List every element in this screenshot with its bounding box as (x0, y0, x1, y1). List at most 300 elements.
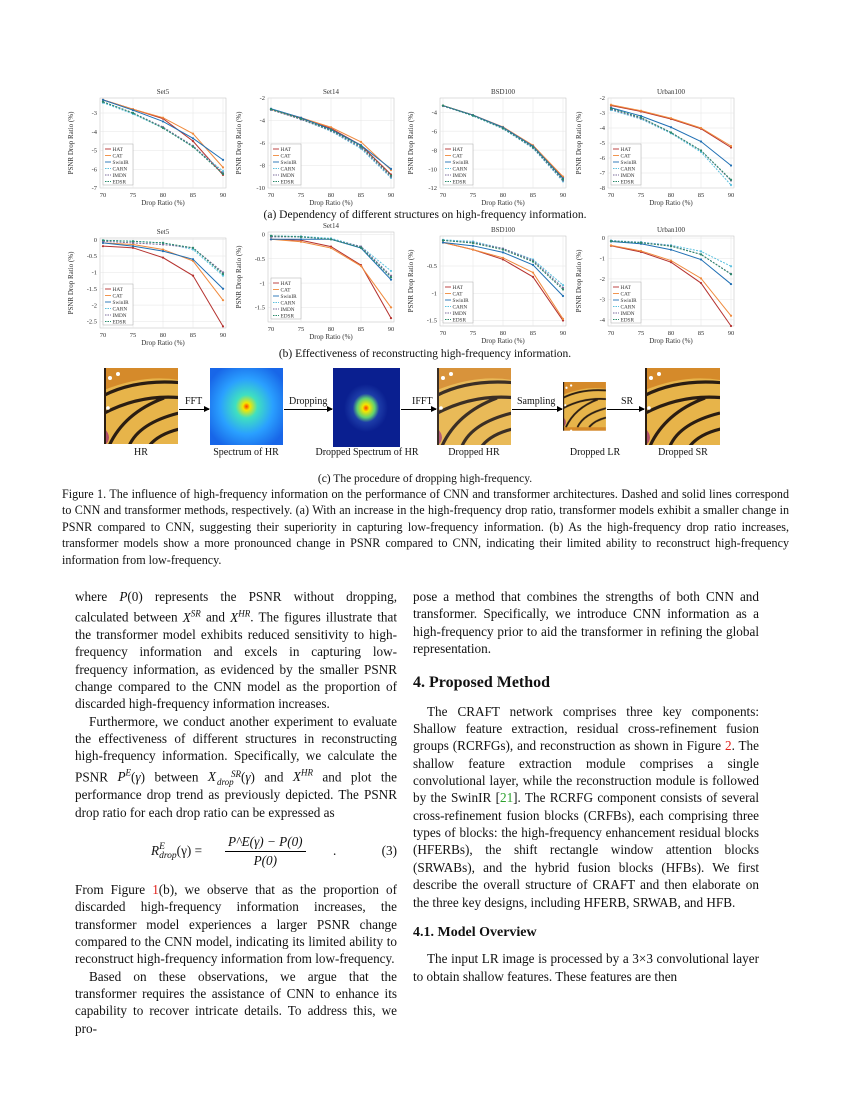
math-symbol: X SR drop (207, 769, 241, 788)
y-tick-label: -5 (91, 147, 97, 155)
data-point-cat (730, 145, 732, 147)
data-point-edsr (132, 112, 134, 114)
legend-label: SwinIR (112, 299, 129, 306)
data-point-edsr (222, 173, 224, 175)
eq-lhs-arg: (γ) = (176, 842, 203, 858)
data-point-carn (730, 265, 732, 267)
data-point-cat (730, 315, 732, 317)
data-point-cat (670, 117, 672, 119)
data-point-cat (192, 133, 194, 135)
fft-arrow (179, 409, 209, 410)
chart-b-set5 (60, 224, 230, 352)
y-tick-label: 0 (93, 236, 97, 244)
paragraph (413, 588, 759, 657)
sampling-arrow (512, 409, 562, 410)
math-symbol: $X^{SR}$ (182, 608, 201, 625)
math-symbol: γ (135, 769, 141, 785)
math-symbol: γ (245, 769, 251, 785)
legend-label: IMDN (112, 172, 127, 179)
dropped-sr-label: Dropped SR (658, 447, 708, 458)
paragraph (413, 703, 759, 911)
chart-title: Urban100 (657, 226, 685, 234)
legend-label: EDSR (112, 319, 127, 326)
data-point-swinir (532, 264, 534, 266)
x-axis-label: Drop Ratio (%) (309, 333, 353, 341)
x-tick-label: 80 (327, 326, 335, 333)
sampling-label: Sampling (517, 396, 556, 407)
data-point-carn (700, 250, 702, 252)
data-point-hat (102, 245, 104, 247)
y-tick-label: 0 (601, 235, 605, 243)
data-point-edsr (102, 101, 104, 103)
data-point-edsr (670, 245, 672, 247)
spectrum-label: Spectrum of HR (213, 447, 279, 458)
text-run: From Figure (75, 881, 153, 897)
chart-title: Set14 (323, 88, 339, 96)
legend-label: CARN (620, 166, 636, 173)
eq-period: . (333, 842, 337, 858)
x-axis-label: Drop Ratio (%) (649, 199, 693, 207)
subsection-body (413, 950, 759, 985)
data-point-cat (700, 127, 702, 129)
data-point-edsr (330, 129, 332, 131)
y-axis-label: PSNR Drop Ratio (%) (575, 249, 583, 313)
y-tick-label: -1 (599, 255, 605, 263)
data-point-cat (360, 141, 362, 143)
data-point-cat (640, 110, 642, 112)
data-point-swinir (162, 250, 164, 252)
x-tick-label: 90 (387, 192, 395, 199)
dropped-hr-label: Dropped HR (448, 447, 500, 458)
data-point-hat (222, 325, 224, 327)
text-run: ) between (140, 769, 208, 785)
chart-title: Set5 (156, 228, 170, 236)
legend-label: CARN (280, 166, 296, 173)
y-tick-label: -4 (259, 117, 265, 125)
left-paragraphs-after (75, 881, 397, 1037)
data-point-swinir (390, 168, 392, 170)
legend-label: EDSR (620, 317, 635, 324)
legend-label: CAT (620, 153, 631, 160)
legend-label: HAT (280, 146, 291, 153)
text-run: (0) represents the PSNR without dropping, calculated between (75, 589, 397, 625)
ifft-arrow (401, 409, 436, 410)
data-point-cat (360, 265, 362, 267)
y-axis-label: PSNR Drop Ratio (%) (67, 111, 75, 175)
y-tick-label: -2 (259, 95, 265, 103)
data-point-cat (390, 306, 392, 308)
text-run: ]. The RCRFG component consists of several cross-refinement fusion blocks (CRFBs), each comprising three types of blocks: the high-frequency enhancement residual blocks (HFERBs), the shift rectangle window attention blocks (SRWABs), and the hybrid fusion blocks (HFBs). We first describe the overall structure of CRAFT and then elaborate on the three key designs, including HFERB, SRWAB, and HFB. (413, 790, 759, 910)
text-run: Based on these observations, we argue that the transformer requires the assistance of CNN to enhance its capability to recover intricate details. To address this, we pro- (75, 968, 397, 1036)
section-title: 4. Proposed Method (413, 674, 551, 692)
data-point-hat (730, 325, 732, 327)
eq-lhs-sup: E (159, 841, 165, 852)
x-tick-label: 70 (607, 192, 615, 199)
figure-caption: Figure 1. The influence of high-frequency information on the performance of CNN and transformer architectures. Dashed and solid lines correspond to CNN and transformer methods, respectively. (a) With an increase in the high-frequency drop ratio, transformer models exhibit a smaller change in PSNR compared to CNN, suggesting their superiority in capturing low-frequency information. (b) As the high-frequency drop ratio increases, transformer models show a more pronounced change in PSNR compared to CNN, indicating their limited ability to reconstruct high-frequency information from low-frequency. (62, 487, 789, 567)
data-point-swinir (132, 245, 134, 247)
data-point-edsr (390, 175, 392, 177)
equation-3 (75, 829, 397, 875)
x-tick-label: 90 (219, 332, 227, 339)
hr-label: HR (134, 447, 148, 458)
reference-link[interactable]: 1 (152, 881, 159, 897)
y-tick-label: -12 (428, 185, 437, 193)
text-run: Furthermore, we conduct another experiment to evaluate the effectiveness of different structures in reconstructing high-frequency information. Specifically, we calculate the PSNR (75, 713, 397, 785)
y-tick-label: -1 (431, 290, 437, 298)
paragraph (75, 713, 397, 821)
data-point-carn (562, 284, 564, 286)
legend-label: HAT (620, 146, 631, 153)
y-axis-label: PSNR Drop Ratio (%) (235, 245, 243, 309)
legend-label: IMDN (452, 310, 467, 317)
y-tick-label: -3 (91, 110, 97, 118)
y-tick-label: -2.5 (86, 318, 97, 326)
data-point-cat (670, 259, 672, 261)
data-point-edsr (442, 239, 444, 241)
math-symbol: $X^{HR}$ (292, 767, 313, 785)
data-point-cat (472, 249, 474, 251)
y-tick-label: -4 (599, 317, 605, 325)
x-tick-label: 70 (267, 192, 275, 199)
x-tick-label: 85 (529, 192, 537, 199)
x-tick-label: 85 (189, 332, 197, 339)
data-point-edsr (192, 146, 194, 148)
y-tick-label: -3 (599, 110, 605, 118)
math-symbol: $X^{HR}$ (230, 608, 251, 625)
x-tick-label: 70 (439, 192, 447, 199)
data-point-cat (610, 104, 612, 106)
left-column (75, 588, 397, 1037)
data-point-swinir (730, 164, 732, 166)
data-point-swinir (562, 295, 564, 297)
legend-label: CAT (112, 153, 123, 160)
x-tick-label: 85 (357, 326, 365, 333)
text-run: . The figures illustrate that the transformer model exhibits reduced sensitivity to high-frequency information and excels in capturing low-frequency information, as evidenced by the smaller PSNR change compared to the CNN model as the proportion of discarded high-frequency information increases. (75, 609, 397, 712)
data-point-edsr (360, 246, 362, 248)
legend-label: IMDN (620, 172, 635, 179)
y-tick-label: 0 (261, 231, 265, 239)
y-tick-label: -1.5 (254, 304, 265, 312)
legend-label: IMDN (620, 310, 635, 317)
paragraph (75, 588, 397, 713)
legend-label: CARN (280, 300, 296, 307)
chart-a-set5 (60, 84, 230, 212)
x-tick-label: 80 (159, 332, 167, 339)
x-tick-label: 70 (267, 326, 275, 333)
data-point-edsr (472, 114, 474, 116)
legend-label: SwinIR (112, 159, 129, 166)
data-point-swinir (390, 279, 392, 281)
subsection-title: 4.1. Model Overview (413, 924, 537, 940)
y-tick-label: -6 (259, 140, 265, 148)
x-tick-label: 90 (219, 192, 227, 199)
dropped-lr-image (563, 382, 606, 431)
data-point-swinir (222, 288, 224, 290)
data-point-swinir (502, 251, 504, 253)
equation-number: (3) (381, 842, 397, 858)
chart-title: Urban100 (657, 88, 685, 96)
chart-title: Set14 (323, 222, 339, 230)
left-paragraphs (75, 588, 397, 821)
x-tick-label: 85 (697, 192, 705, 199)
data-point-edsr (360, 145, 362, 147)
x-axis-label: Drop Ratio (%) (649, 337, 693, 345)
legend-label: CARN (112, 166, 128, 173)
legend-label: HAT (280, 280, 291, 287)
data-point-swinir (192, 258, 194, 260)
data-point-edsr (222, 273, 224, 275)
data-point-cat (700, 277, 702, 279)
dropped-spectrum-image (333, 368, 400, 447)
chart-title: BSD100 (490, 226, 516, 234)
data-point-edsr (192, 247, 194, 249)
data-point-swinir (102, 99, 104, 101)
dropped-sr-image (645, 368, 720, 445)
data-point-swinir (670, 249, 672, 251)
y-tick-label: -8 (599, 185, 605, 193)
fft-label: FFT (185, 396, 203, 407)
data-point-edsr (270, 108, 272, 110)
data-point-edsr (610, 240, 612, 242)
reference-link[interactable]: 21 (499, 790, 514, 806)
legend-label: EDSR (452, 317, 467, 324)
data-point-hat (700, 282, 702, 284)
x-tick-label: 75 (637, 192, 645, 199)
eq-lhs-symbol: R (151, 842, 160, 858)
data-point-edsr (730, 179, 732, 181)
data-point-swinir (222, 159, 224, 161)
legend-label: SwinIR (452, 297, 469, 304)
x-axis-label: Drop Ratio (%) (481, 337, 525, 345)
eq-denominator: P(0) (253, 853, 278, 869)
x-tick-label: 75 (637, 330, 645, 337)
legend-label: SwinIR (452, 159, 469, 166)
data-point-swinir (162, 120, 164, 122)
dropped-spectrum-label: Dropped Spectrum of HR (315, 447, 419, 458)
data-point-edsr (700, 149, 702, 151)
data-point-edsr (132, 240, 134, 242)
data-point-edsr (700, 253, 702, 255)
data-point-hat (192, 140, 194, 142)
x-tick-label: 80 (667, 330, 675, 337)
text-run: and plot the performance drop trend as previously depicted. The PSNR drop ratio for each drop ratio can be expressed as (75, 769, 398, 820)
math-symbol: P (119, 589, 128, 604)
y-tick-label: -4 (599, 125, 605, 133)
y-axis-label: PSNR Drop Ratio (%) (407, 249, 415, 313)
x-tick-label: 85 (529, 330, 537, 337)
legend-label: EDSR (452, 179, 467, 186)
legend-label: HAT (452, 146, 463, 153)
data-point-cat (162, 117, 164, 119)
legend-label: CAT (112, 293, 123, 300)
legend-label: IMDN (280, 306, 295, 313)
sr-label: SR (621, 396, 634, 407)
data-point-swinir (700, 258, 702, 260)
legend-label: CARN (620, 304, 636, 311)
sr-arrow (607, 409, 644, 410)
equation-lhs (151, 842, 202, 861)
y-tick-label: -10 (428, 166, 437, 174)
right-intro (413, 588, 759, 657)
x-tick-label: 80 (499, 330, 507, 337)
data-point-edsr (640, 242, 642, 244)
data-point-hat (162, 257, 164, 259)
reference-link[interactable]: 2 (724, 738, 732, 754)
y-tick-label: -1 (91, 269, 97, 277)
legend-label: CARN (452, 304, 468, 311)
x-tick-label: 75 (469, 192, 477, 199)
x-tick-label: 70 (439, 330, 447, 337)
text-run: ( (131, 769, 136, 785)
data-point-edsr (300, 236, 302, 238)
data-point-edsr (730, 273, 732, 275)
text-run: where (75, 589, 120, 604)
legend-label: IMDN (112, 312, 127, 319)
legend-label: CAT (452, 291, 463, 298)
legend-label: CARN (112, 306, 128, 313)
y-tick-label: -0.5 (254, 255, 265, 263)
x-tick-label: 80 (327, 192, 335, 199)
data-point-edsr (472, 242, 474, 244)
data-point-cat (610, 244, 612, 246)
math-symbol: $P^E$ (117, 767, 132, 785)
y-tick-label: -0.5 (86, 253, 97, 261)
data-point-cat (222, 166, 224, 168)
paragraph (75, 881, 397, 968)
right-column (413, 588, 759, 985)
data-point-edsr (102, 239, 104, 241)
legend-label: SwinIR (620, 297, 637, 304)
data-point-cat (562, 318, 564, 320)
eq-numerator: P^E(γ) − P(0) (225, 833, 306, 852)
data-point-swinir (442, 241, 444, 243)
x-axis-label: Drop Ratio (%) (141, 199, 185, 207)
y-tick-label: -2 (91, 302, 97, 310)
legend-label: EDSR (620, 179, 635, 186)
text-run: . The shallow feature extraction module comprises a single convolutional layer, while the reconstruction module is followed by the SwinIR [ (413, 738, 760, 806)
x-tick-label: 90 (559, 192, 567, 199)
legend-label: CAT (620, 291, 631, 298)
y-tick-label: -6 (91, 166, 97, 174)
legend-label: EDSR (280, 313, 295, 320)
caption-a: (a) Dependency of different structures on high-frequency information. (263, 209, 587, 221)
data-point-edsr (532, 146, 534, 148)
legend-label: CARN (452, 166, 468, 173)
data-point-edsr (330, 238, 332, 240)
y-tick-label: -6 (599, 155, 605, 163)
dropping-label: Dropping (289, 396, 328, 407)
data-point-hat (532, 276, 534, 278)
y-axis-label: PSNR Drop Ratio (%) (235, 111, 243, 175)
data-point-edsr (562, 288, 564, 290)
data-point-edsr (162, 127, 164, 129)
chart-b-set14 (228, 218, 398, 346)
legend-label: IMDN (452, 172, 467, 179)
x-axis-label: Drop Ratio (%) (481, 199, 525, 207)
data-point-swinir (132, 109, 134, 111)
x-axis-label: Drop Ratio (%) (309, 199, 353, 207)
legend-label: CAT (280, 153, 291, 160)
legend-label: HAT (112, 146, 123, 153)
text-run: The input LR image is processed by a 3×3 convolutional layer to obtain shallow features. These features are then (413, 951, 759, 984)
data-point-swinir (192, 137, 194, 139)
data-point-edsr (270, 235, 272, 237)
dropping-arrow (284, 409, 332, 410)
data-point-carn (730, 184, 732, 186)
legend-label: HAT (112, 286, 123, 293)
data-point-cat (300, 241, 302, 243)
legend-label: IMDN (280, 172, 295, 179)
legend-label: EDSR (280, 179, 295, 186)
text-run: and (200, 609, 231, 625)
chart-a-urban100 (568, 84, 738, 212)
dropped-hr-image (437, 368, 511, 445)
legend-label: CAT (452, 153, 463, 160)
x-tick-label: 90 (727, 330, 735, 337)
y-tick-label: -0.5 (426, 263, 437, 271)
hr-image (104, 368, 178, 444)
equation-fraction (225, 833, 306, 870)
paragraph (75, 968, 397, 1037)
y-tick-label: -1 (259, 280, 265, 288)
text-run: ( (240, 769, 246, 785)
data-point-hat (192, 275, 194, 277)
y-tick-label: -7 (599, 170, 605, 178)
data-point-hat (390, 317, 392, 319)
data-point-edsr (562, 178, 564, 180)
x-axis-label: Drop Ratio (%) (141, 339, 185, 347)
y-axis-label: PSNR Drop Ratio (%) (67, 251, 75, 315)
data-point-swinir (270, 238, 272, 240)
x-tick-label: 75 (129, 332, 137, 339)
y-tick-label: -1.5 (426, 317, 437, 325)
caption-b: (b) Effectiveness of reconstructing high-frequency information. (278, 348, 572, 360)
legend-label: HAT (452, 284, 463, 291)
text-run: The CRAFT network comprises three key components: Shallow feature extraction, residual cross-refinement fusion groups (RCRFGs), and reconstruction as shown in Figure (413, 703, 759, 754)
data-point-edsr (442, 104, 444, 106)
y-tick-label: -8 (431, 147, 437, 155)
y-tick-label: -8 (259, 162, 265, 170)
chart-b-urban100 (568, 222, 738, 350)
text-run: (b), we observe that as the proportion of discarded high-frequency information increases, the transformer model experiences a larger PSNR change compared to the CNN model, indicating its limited ability to reconstruct high-frequency information from low-frequency. (75, 881, 397, 967)
data-point-cat (222, 299, 224, 301)
paragraph (413, 950, 759, 985)
data-point-swinir (700, 140, 702, 142)
x-tick-label: 85 (357, 192, 365, 199)
data-point-cat (532, 271, 534, 273)
x-tick-label: 80 (159, 192, 167, 199)
y-tick-label: -4 (91, 128, 97, 136)
x-tick-label: 75 (297, 192, 305, 199)
data-point-swinir (472, 245, 474, 247)
x-tick-label: 90 (727, 192, 735, 199)
data-point-edsr (162, 242, 164, 244)
chart-title: BSD100 (490, 88, 516, 96)
legend-label: EDSR (112, 179, 127, 186)
y-axis-label: PSNR Drop Ratio (%) (575, 111, 583, 175)
y-axis-label: PSNR Drop Ratio (%) (407, 111, 415, 175)
data-point-swinir (670, 126, 672, 128)
y-tick-label: -5 (599, 140, 605, 148)
y-tick-label: -3 (599, 296, 605, 304)
chart-b-bsd100 (400, 222, 570, 350)
data-point-edsr (670, 131, 672, 133)
y-tick-label: -2 (599, 95, 605, 103)
x-tick-label: 70 (99, 192, 107, 199)
chart-a-bsd100 (400, 84, 570, 212)
data-point-edsr (640, 116, 642, 118)
data-point-carn (390, 270, 392, 272)
